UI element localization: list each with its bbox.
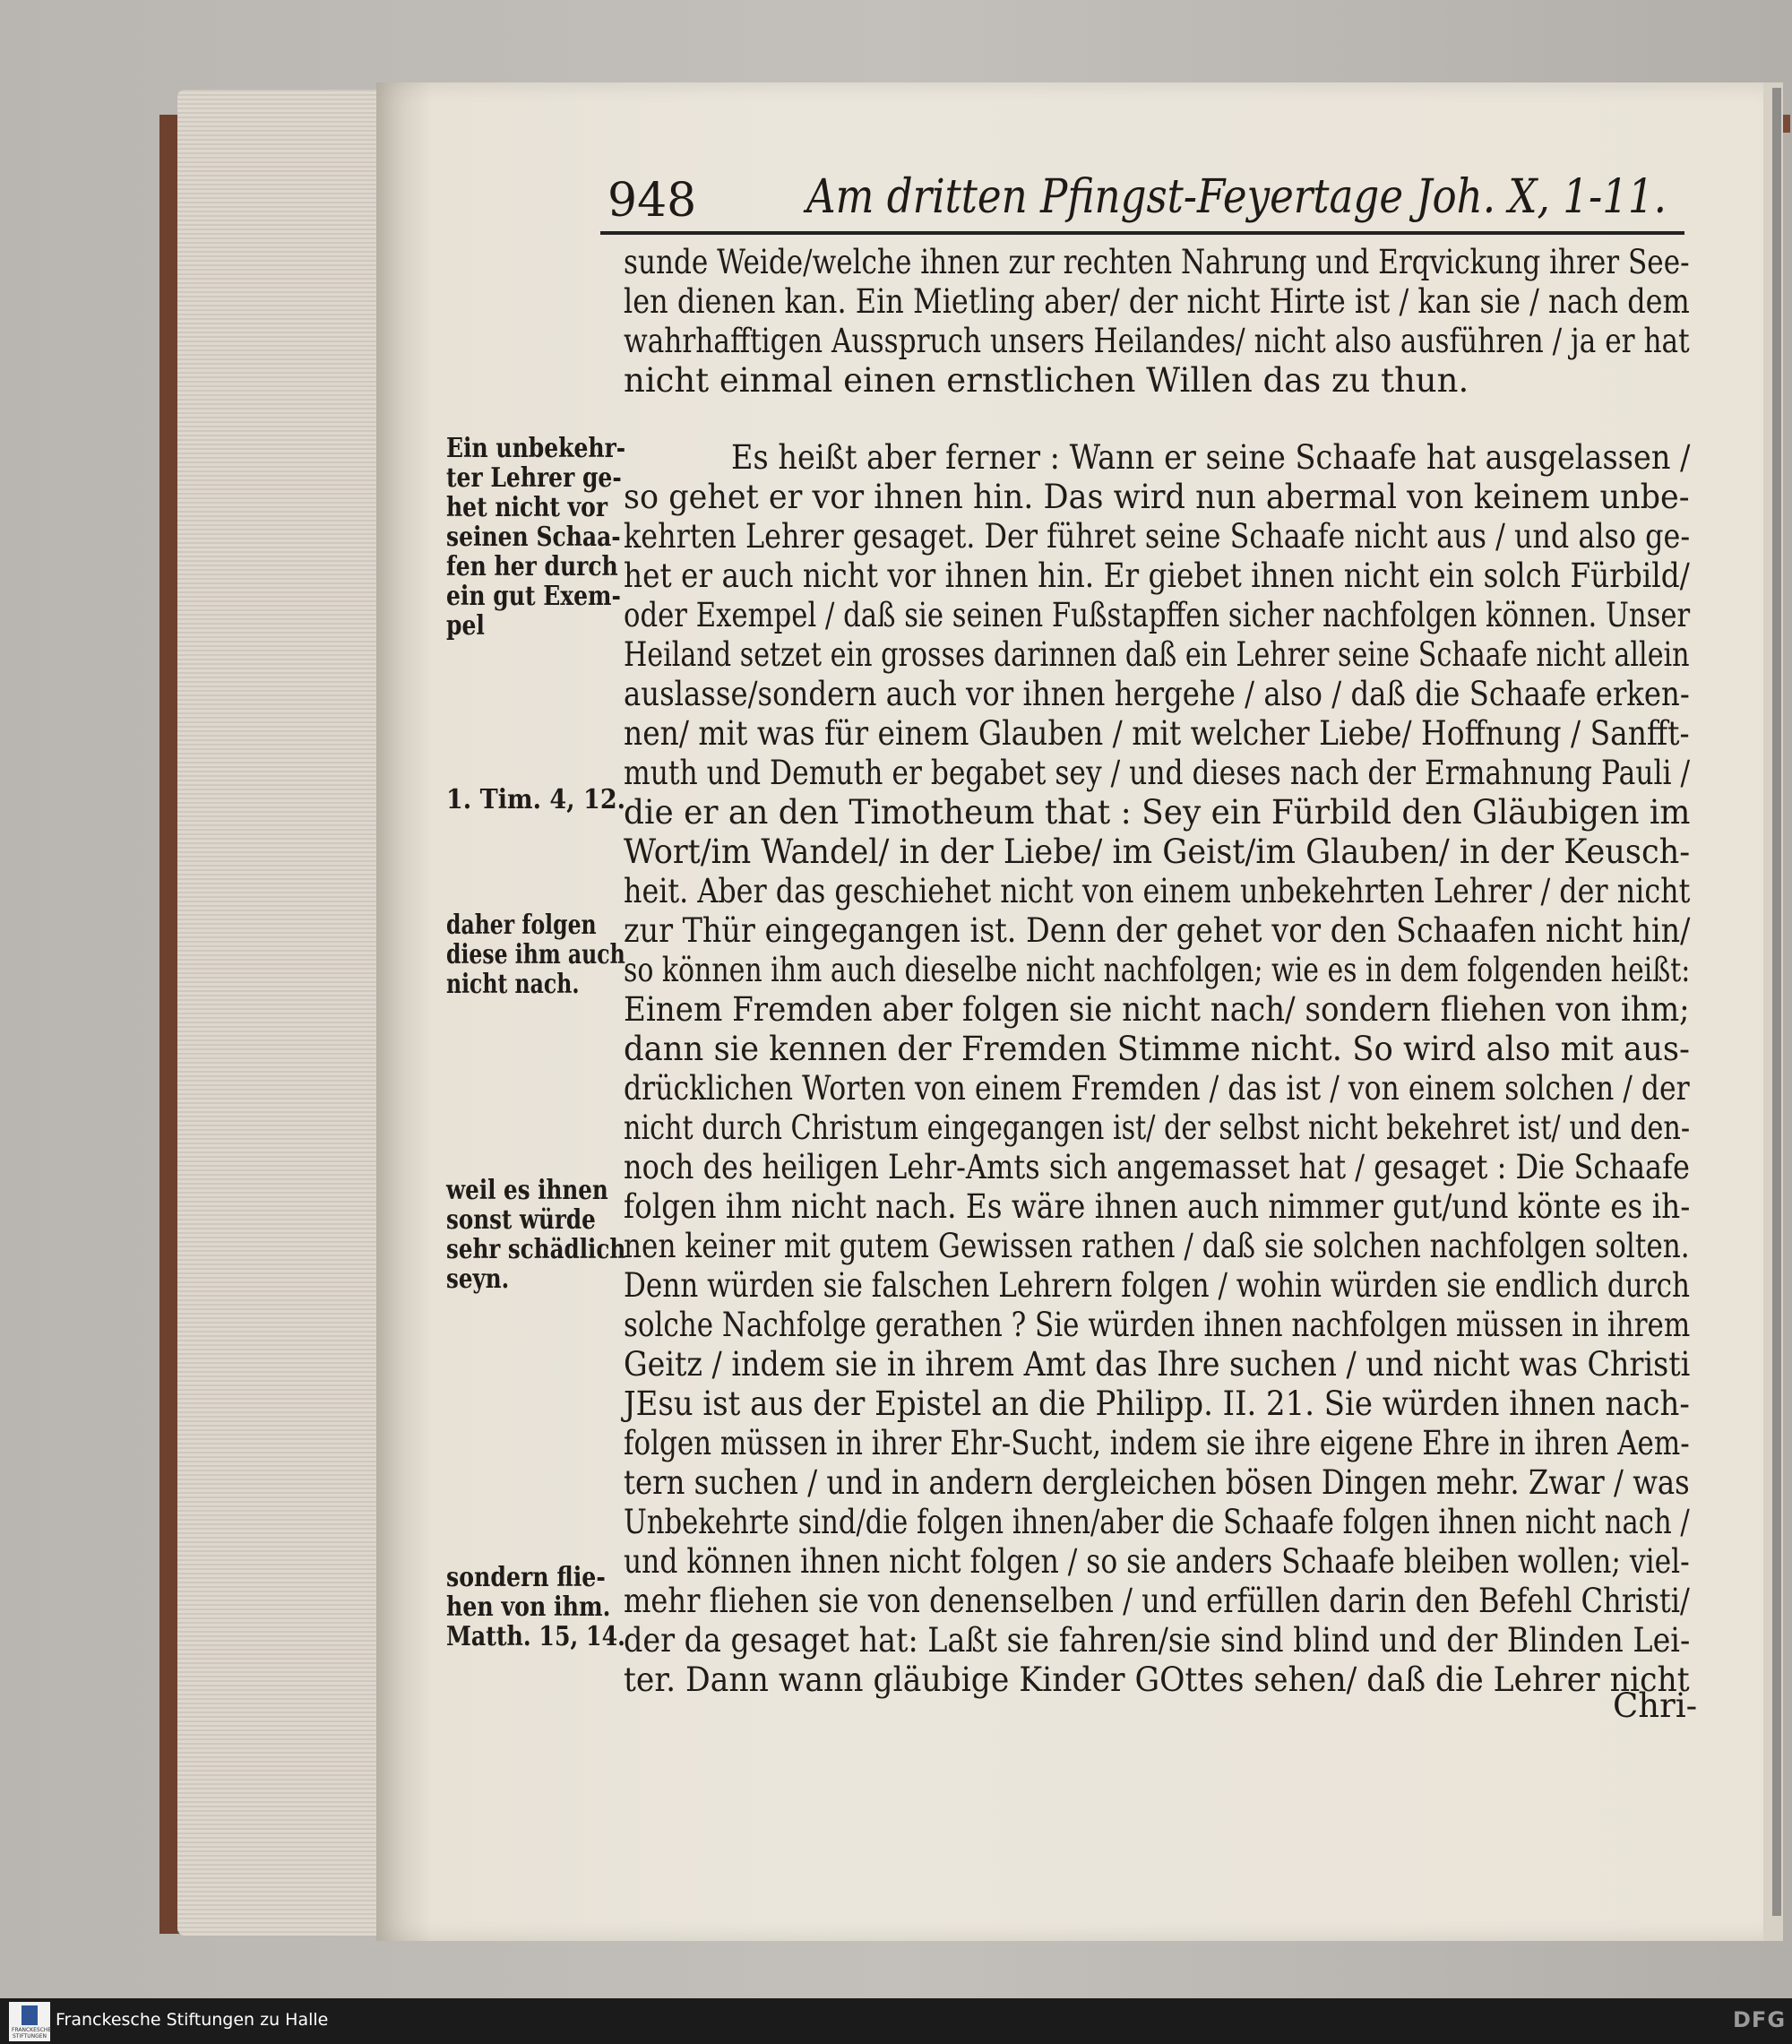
dfg-logo[interactable]: DFG bbox=[1733, 2007, 1787, 2032]
margin-note-timothy-reference bbox=[446, 785, 645, 815]
text-line: Denn würden sie falschen Lehrern folgen / wohin würden sie endlich durch bbox=[624, 1266, 1690, 1305]
text-line: zur Thür eingegangen ist. Denn der gehet vor den Schaafen nicht hin/ bbox=[624, 911, 1691, 950]
margin-note-line: seinen Schaa- bbox=[446, 522, 621, 553]
text-line: der da gesaget hat: Laßt sie fahren/sie sind blind und der Blinden Lei- bbox=[624, 1621, 1691, 1660]
text-line: Es heißt aber ferner : Wann er seine Schaafe hat ausgelassen / bbox=[731, 438, 1691, 477]
margin-note-line: hen von ihm. bbox=[446, 1591, 611, 1623]
margin-note-line: het nicht vor bbox=[446, 492, 608, 523]
text-line: folgen müssen in ihrer Ehr-Sucht, indem sie ihre eigene Ehre in ihren Aem- bbox=[624, 1424, 1690, 1462]
text-line: tern suchen / und in andern dergleichen bösen Dingen mehr. Zwar / was bbox=[624, 1463, 1690, 1502]
text-line: heit. Aber das geschiehet nicht von einem unbekehrten Lehrer / der nicht bbox=[624, 872, 1691, 910]
margin-note-line: sehr schädlich bbox=[446, 1234, 626, 1265]
margin-note-line: daher folgen bbox=[446, 910, 597, 941]
margin-note-line: seyn. bbox=[446, 1263, 510, 1295]
text-line: noch des heiligen Lehr-Amts sich angemasset hat / gesaget : Die Schaafe bbox=[624, 1148, 1690, 1186]
text-line: sunde Weide/welche ihnen zur rechten Nahrung und Erqvickung ihrer See- bbox=[624, 243, 1690, 281]
text-line: len dienen kan. Ein Mietling aber/ der nicht Hirte ist / kan sie / nach dem bbox=[624, 282, 1690, 321]
margin-note-unconverted-teacher bbox=[446, 434, 661, 641]
text-line: und können ihnen nicht folgen / so sie anders Schaafe bleiben wollen; viel- bbox=[624, 1542, 1690, 1581]
text-line: kehrten Lehrer gesaget. Der führet seine Schaafe nicht aus / und also ge- bbox=[624, 517, 1691, 556]
text-line: JEsu ist aus der Epistel an die Philipp. II. 21. Sie würden ihnen nach- bbox=[624, 1384, 1690, 1423]
margin-note-line: fen her durch bbox=[446, 551, 618, 582]
margin-note-line: sondern flie- bbox=[446, 1562, 606, 1593]
text-line: die er an den Timotheum that : Sey ein Fürbild den Gläubigen im bbox=[624, 793, 1691, 832]
catchword: Chri- bbox=[1613, 1686, 1698, 1725]
text-line: drücklichen Worten von einem Fremden / das ist / von einem solchen / der bbox=[624, 1069, 1690, 1108]
page-edges bbox=[177, 90, 392, 1936]
institution-name[interactable]: Franckesche Stiftungen zu Halle bbox=[56, 2010, 329, 2030]
text-line: ter. Dann wann gläubige Kinder GOttes sehen/ daß die Lehrer nicht bbox=[624, 1660, 1690, 1699]
text-line: Unbekehrte sind/die folgen ihnen/aber die Schaafe folgen ihnen nicht nach / bbox=[624, 1503, 1690, 1541]
text-line: auslasse/sondern auch vor ihnen hergehe / also / daß die Schaafe erken- bbox=[624, 675, 1690, 713]
running-title: Am dritten Pfingst-Feyertage Joh. X, 1-11. bbox=[806, 170, 1667, 224]
text-line: so können ihm auch dieselbe nicht nachfolgen; wie es in dem folgenden heißt: bbox=[624, 951, 1691, 989]
text-line: het er auch nicht vor ihnen hin. Er giebet ihnen nicht ein solch Fürbild/ bbox=[624, 556, 1690, 595]
margin-note-line: pel bbox=[446, 610, 485, 642]
text-line: solche Nachfolge gerathen ? Sie würden ihnen nachfolgen müssen in ihrem bbox=[624, 1306, 1691, 1344]
text-line: so gehet er vor ihnen hin. Das wird nun abermal von keinem unbe- bbox=[624, 478, 1690, 516]
margin-note-line: ein gut Exem- bbox=[446, 581, 621, 612]
margin-note-line: Matth. 15, 14. bbox=[446, 1621, 625, 1652]
logo-caption: FRANCKESCHE STIFTUNGEN bbox=[12, 2027, 52, 2040]
scanner-clip bbox=[1772, 88, 1781, 1916]
margin-note-do-not-follow bbox=[446, 910, 675, 999]
text-line: dann sie kennen der Fremden Stimme nicht. So wird also mit aus- bbox=[624, 1030, 1690, 1068]
text-line: wahrhafftigen Ausspruch unsers Heilandes/ nicht also ausführen / ja er hat bbox=[624, 322, 1690, 360]
text-line: mehr fliehen sie von denenselben / und erfüllen darin den Befehl Christi/ bbox=[624, 1582, 1690, 1620]
text-line: Einem Fremden aber folgen sie nicht nach/ sondern fliehen von ihm; bbox=[624, 990, 1690, 1029]
text-line: nen/ mit was für einem Glauben / mit welcher Liebe/ Hoffnung / Sanfft- bbox=[624, 714, 1690, 753]
text-line: nen keiner mit gutem Gewissen rathen / daß sie solchen nachfolgen solten. bbox=[624, 1227, 1690, 1265]
margin-note-line: 1. Tim. 4, 12. bbox=[446, 784, 626, 815]
text-line: folgen ihm nicht nach. Es wäre ihnen auch nimmer gut/und könte es ih- bbox=[624, 1187, 1691, 1226]
text-line: Geitz / indem sie in ihrem Amt das Ihre suchen / und nicht was Christi bbox=[624, 1345, 1691, 1384]
text-line: nicht durch Christum eingegangen ist/ der selbst nicht bekehret ist/ und den- bbox=[624, 1108, 1691, 1147]
text-line: Heiland setzet ein grosses darinnen daß ein Lehrer seine Schaafe nicht allein bbox=[624, 635, 1690, 674]
logo-mark-icon bbox=[22, 2005, 38, 2025]
text-line: muth und Demuth er begabet sey / und dieses nach der Ermahnung Pauli / bbox=[624, 754, 1691, 792]
margin-note-line: diese ihm auch bbox=[446, 939, 625, 970]
text-line: nicht einmal einen ernstlichen Willen das zu thun. bbox=[624, 361, 1469, 400]
header-rule bbox=[600, 231, 1684, 235]
margin-note-line: ter Lehrer ge- bbox=[446, 462, 622, 494]
margin-note-flee bbox=[446, 1563, 659, 1652]
margin-note-line: weil es ihnen bbox=[446, 1175, 608, 1206]
margin-note-line: nicht nach. bbox=[446, 969, 580, 1000]
text-line: oder Exempel / daß sie seinen Fußstapffen sicher nachfolgen können. Unser bbox=[624, 596, 1691, 634]
margin-note-line: Ein unbekehr- bbox=[446, 433, 626, 464]
margin-note-line: sonst würde bbox=[446, 1204, 596, 1236]
text-line: Wort/im Wandel/ in der Liebe/ im Geist/im Glauben/ in der Keusch- bbox=[624, 832, 1691, 871]
page-number: 948 bbox=[607, 174, 697, 228]
margin-note-harmful bbox=[446, 1176, 665, 1294]
